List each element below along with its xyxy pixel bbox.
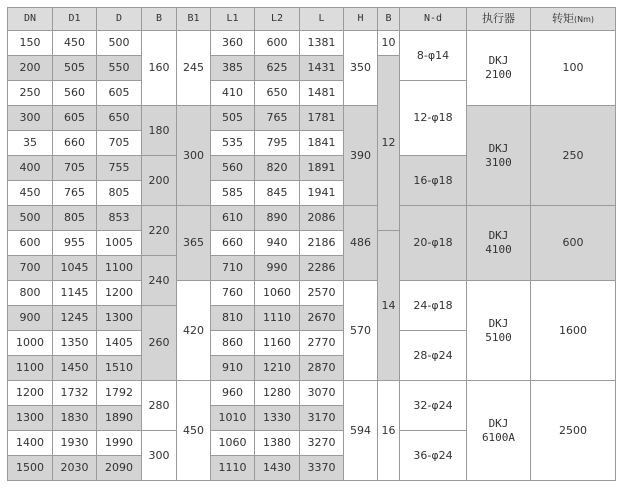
actuator-model: DKJ — [488, 141, 509, 155]
cell-nd: 20-φ18 — [400, 206, 467, 281]
cell-l2: 600 — [255, 31, 300, 56]
spec-table-container — [7, 7, 616, 481]
cell-b2: 14 — [378, 231, 400, 381]
cell-l1: 910 — [211, 356, 255, 381]
cell-dn: 200 — [8, 56, 53, 81]
header-torque-label: 转矩 — [551, 11, 574, 25]
cell-l: 1891 — [300, 156, 344, 181]
cell-l: 2286 — [300, 256, 344, 281]
cell-h: 350 — [344, 31, 378, 106]
cell-h: 570 — [344, 281, 378, 381]
cell-l: 1781 — [300, 106, 344, 131]
cell-nd: 8-φ14 — [400, 31, 467, 81]
cell-dn: 1500 — [8, 456, 53, 481]
cell-l2: 1430 — [255, 456, 300, 481]
cell-torque: 600 — [531, 206, 616, 281]
cell-l1: 360 — [211, 31, 255, 56]
cell-dn: 450 — [8, 181, 53, 206]
header-l1: L1 — [211, 8, 255, 31]
cell-nd: 12-φ18 — [400, 81, 467, 156]
cell-l2: 940 — [255, 231, 300, 256]
cell-dn: 500 — [8, 206, 53, 231]
cell-b: 260 — [142, 306, 177, 381]
header-b: B — [142, 8, 177, 31]
cell-l2: 795 — [255, 131, 300, 156]
header-dn: DN — [8, 8, 53, 31]
actuator-size: 2100 — [485, 68, 512, 81]
cell-d1: 1830 — [53, 406, 97, 431]
cell-d1: 660 — [53, 131, 97, 156]
cell-l2: 765 — [255, 106, 300, 131]
cell-l: 3370 — [300, 456, 344, 481]
actuator-model: DKJ — [488, 229, 509, 242]
cell-torque: 1600 — [531, 281, 616, 381]
cell-d: 1990 — [97, 431, 142, 456]
cell-d: 650 — [97, 106, 142, 131]
cell-l: 2086 — [300, 206, 344, 231]
header-h: H — [344, 8, 378, 31]
cell-torque: 2500 — [531, 381, 616, 481]
cell-d: 805 — [97, 181, 142, 206]
header-d1: D1 — [53, 8, 97, 31]
cell-h: 594 — [344, 381, 378, 481]
cell-b: 200 — [142, 156, 177, 206]
cell-b1: 245 — [177, 31, 211, 106]
cell-l: 1431 — [300, 56, 344, 81]
actuator-model: DKJ — [488, 316, 509, 330]
header-nd: N-d — [400, 8, 467, 31]
cell-d: 705 — [97, 131, 142, 156]
cell-d1: 1245 — [53, 306, 97, 331]
cell-d1: 705 — [53, 156, 97, 181]
header-row — [8, 8, 616, 31]
cell-d: 500 — [97, 31, 142, 56]
header-b2: B — [378, 8, 400, 31]
cell-d1: 805 — [53, 206, 97, 231]
cell-b1: 365 — [177, 206, 211, 281]
cell-l: 3270 — [300, 431, 344, 456]
cell-torque: 100 — [531, 31, 616, 106]
cell-d: 1100 — [97, 256, 142, 281]
cell-d1: 1450 — [53, 356, 97, 381]
cell-d: 1405 — [97, 331, 142, 356]
cell-nd: 32-φ24 — [400, 381, 467, 431]
cell-l2: 820 — [255, 156, 300, 181]
cell-l: 1841 — [300, 131, 344, 156]
cell-l: 1481 — [300, 81, 344, 106]
cell-dn: 1200 — [8, 381, 53, 406]
cell-l1: 385 — [211, 56, 255, 81]
cell-b2: 10 — [378, 31, 400, 56]
cell-d: 550 — [97, 56, 142, 81]
header-b1: B1 — [177, 8, 211, 31]
cell-l1: 610 — [211, 206, 255, 231]
cell-l: 1941 — [300, 181, 344, 206]
cell-nd: 16-φ18 — [400, 156, 467, 206]
cell-dn: 800 — [8, 281, 53, 306]
cell-d1: 1145 — [53, 281, 97, 306]
cell-actuator — [467, 106, 531, 206]
cell-h: 486 — [344, 206, 378, 281]
table-row — [8, 281, 616, 306]
cell-l: 1381 — [300, 31, 344, 56]
cell-l1: 505 — [211, 106, 255, 131]
cell-l2: 1210 — [255, 356, 300, 381]
cell-d1: 605 — [53, 106, 97, 131]
valve-dimension-table — [7, 7, 616, 481]
cell-d: 1510 — [97, 356, 142, 381]
cell-dn: 250 — [8, 81, 53, 106]
cell-l2: 845 — [255, 181, 300, 206]
cell-d1: 1350 — [53, 331, 97, 356]
cell-actuator — [467, 381, 531, 481]
cell-h: 390 — [344, 106, 378, 206]
cell-l2: 650 — [255, 81, 300, 106]
cell-l2: 1330 — [255, 406, 300, 431]
cell-l1: 810 — [211, 306, 255, 331]
cell-dn: 1000 — [8, 331, 53, 356]
cell-b: 160 — [142, 31, 177, 106]
actuator-model: DKJ — [488, 54, 509, 67]
cell-d1: 2030 — [53, 456, 97, 481]
cell-b: 280 — [142, 381, 177, 431]
cell-dn: 150 — [8, 31, 53, 56]
cell-d: 1300 — [97, 306, 142, 331]
cell-b: 220 — [142, 206, 177, 256]
cell-d1: 450 — [53, 31, 97, 56]
cell-dn: 600 — [8, 231, 53, 256]
header-torque-unit: (Nm) — [573, 14, 595, 24]
table-row — [8, 381, 616, 406]
cell-actuator — [467, 281, 531, 381]
cell-b: 240 — [142, 256, 177, 306]
cell-torque: 250 — [531, 106, 616, 206]
cell-l: 2186 — [300, 231, 344, 256]
cell-actuator — [467, 31, 531, 106]
cell-l1: 760 — [211, 281, 255, 306]
cell-l1: 1110 — [211, 456, 255, 481]
cell-d1: 955 — [53, 231, 97, 256]
cell-d: 1200 — [97, 281, 142, 306]
cell-d: 1005 — [97, 231, 142, 256]
actuator-size: 4100 — [485, 243, 512, 256]
cell-d1: 1930 — [53, 431, 97, 456]
cell-d: 755 — [97, 156, 142, 181]
cell-d: 853 — [97, 206, 142, 231]
cell-l1: 860 — [211, 331, 255, 356]
actuator-size: 6100A — [481, 430, 516, 444]
cell-d: 605 — [97, 81, 142, 106]
actuator-model: DKJ — [488, 416, 509, 430]
cell-nd: 24-φ18 — [400, 281, 467, 331]
cell-b2: 16 — [378, 381, 400, 481]
cell-d: 2090 — [97, 456, 142, 481]
header-l: L — [300, 8, 344, 31]
actuator-size: 5100 — [485, 330, 512, 344]
table-row — [8, 106, 616, 131]
cell-l: 3170 — [300, 406, 344, 431]
cell-d1: 1732 — [53, 381, 97, 406]
header-actuator: 执行器 — [467, 8, 531, 31]
cell-l1: 535 — [211, 131, 255, 156]
cell-l: 2870 — [300, 356, 344, 381]
cell-b2: 12 — [378, 56, 400, 231]
actuator-size: 3100 — [485, 155, 512, 169]
cell-b1: 300 — [177, 106, 211, 206]
cell-l2: 990 — [255, 256, 300, 281]
cell-b1: 420 — [177, 281, 211, 381]
cell-l1: 660 — [211, 231, 255, 256]
cell-l2: 1060 — [255, 281, 300, 306]
cell-l: 3070 — [300, 381, 344, 406]
cell-d1: 560 — [53, 81, 97, 106]
cell-l: 2670 — [300, 306, 344, 331]
cell-dn: 400 — [8, 156, 53, 181]
cell-l1: 1010 — [211, 406, 255, 431]
cell-b: 300 — [142, 431, 177, 481]
cell-dn: 700 — [8, 256, 53, 281]
cell-l1: 410 — [211, 81, 255, 106]
cell-l1: 710 — [211, 256, 255, 281]
table-row — [8, 206, 616, 231]
cell-l2: 625 — [255, 56, 300, 81]
cell-l1: 960 — [211, 381, 255, 406]
cell-dn: 300 — [8, 106, 53, 131]
table-row — [8, 31, 616, 56]
cell-l1: 1060 — [211, 431, 255, 456]
header-l2: L2 — [255, 8, 300, 31]
cell-d1: 1045 — [53, 256, 97, 281]
cell-l: 2570 — [300, 281, 344, 306]
cell-dn: 900 — [8, 306, 53, 331]
cell-l2: 1160 — [255, 331, 300, 356]
header-torque — [531, 8, 616, 31]
cell-l1: 585 — [211, 181, 255, 206]
cell-nd: 28-φ24 — [400, 331, 467, 381]
cell-dn: 1300 — [8, 406, 53, 431]
cell-nd: 36-φ24 — [400, 431, 467, 481]
cell-l1: 560 — [211, 156, 255, 181]
cell-b1: 450 — [177, 381, 211, 481]
cell-b: 180 — [142, 106, 177, 156]
cell-dn: 1400 — [8, 431, 53, 456]
cell-actuator — [467, 206, 531, 281]
header-d: D — [97, 8, 142, 31]
cell-l: 2770 — [300, 331, 344, 356]
cell-l2: 890 — [255, 206, 300, 231]
cell-d1: 765 — [53, 181, 97, 206]
cell-d: 1792 — [97, 381, 142, 406]
cell-d: 1890 — [97, 406, 142, 431]
cell-l2: 1380 — [255, 431, 300, 456]
cell-l2: 1280 — [255, 381, 300, 406]
cell-d1: 505 — [53, 56, 97, 81]
cell-dn: 35 — [8, 131, 53, 156]
cell-dn: 1100 — [8, 356, 53, 381]
cell-l2: 1110 — [255, 306, 300, 331]
